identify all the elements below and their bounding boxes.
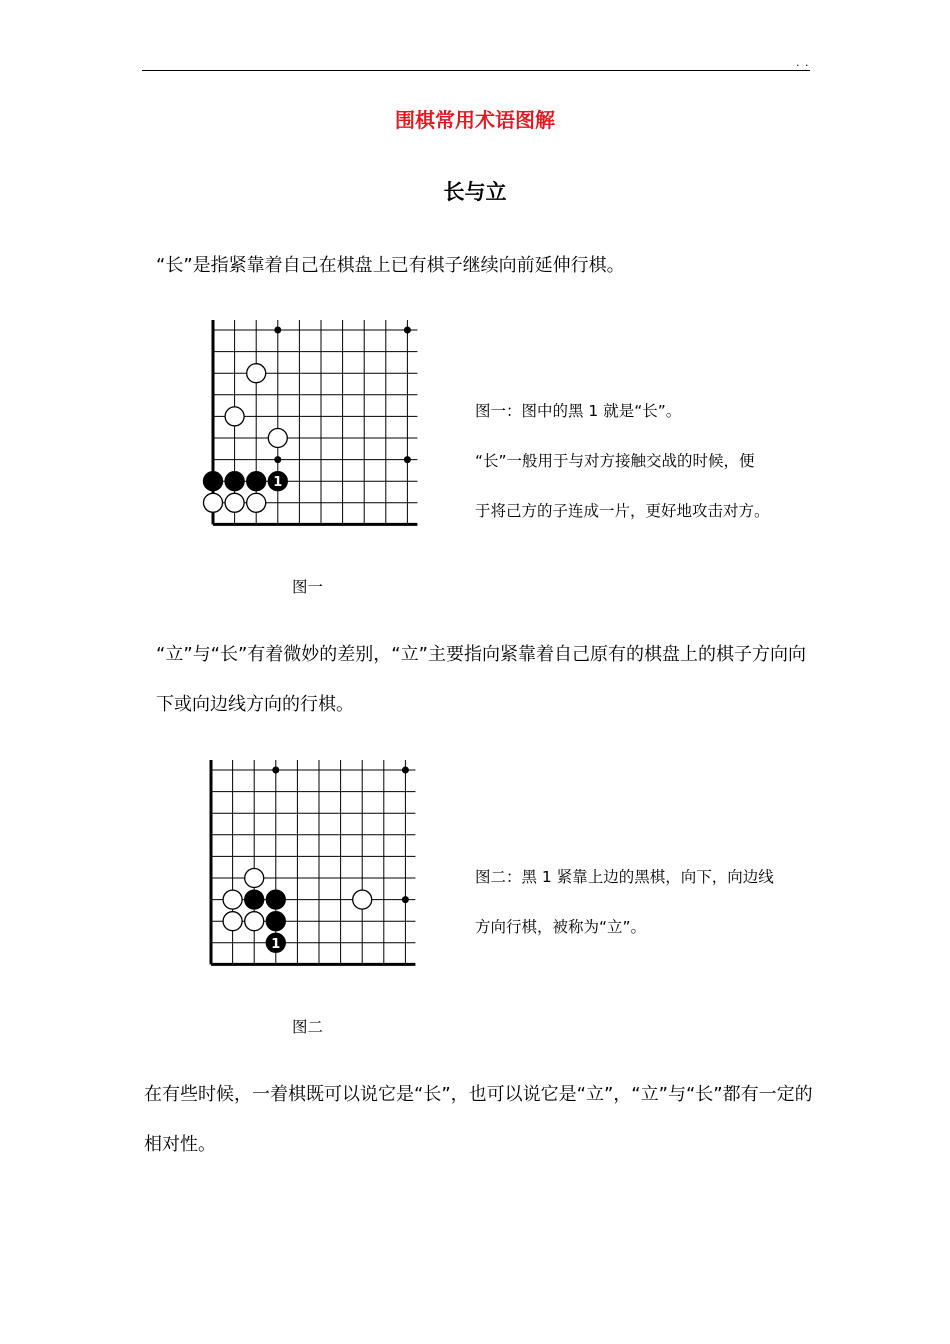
black-stone [245, 890, 264, 909]
move-number-label: 1 [273, 475, 283, 491]
header-dots: . . [796, 56, 810, 69]
figure-1-caption-line: “长”一般用于与对方接触交战的时候，便 [475, 452, 755, 470]
section-title: 长与立 [443, 180, 507, 204]
star-point [402, 767, 409, 774]
white-stone [353, 890, 372, 909]
white-stone [245, 869, 264, 888]
figure-1-label: 图一 [292, 578, 324, 596]
figure-2-label: 图二 [292, 1018, 324, 1036]
white-stone [223, 890, 242, 909]
document-title: 围棋常用术语图解 [395, 108, 555, 132]
star-point [272, 767, 279, 774]
figure-2-caption [475, 852, 820, 952]
figure-1-caption-line: 于将己方的子连成一片，更好地攻击对方。 [475, 502, 770, 520]
white-stone [223, 912, 242, 931]
black-stone [266, 912, 285, 931]
move-number-label: 1 [271, 936, 281, 952]
paragraph-relativity: 在有些时候，一着棋既可以说它是“长”，也可以说它是“立”，“立”与“长”都有一定的相对性。 [144, 1084, 813, 1155]
figure-2-caption-line: 方向行棋，被称为“立”。 [475, 918, 647, 936]
white-stone [245, 912, 264, 931]
figure-2-caption-line: 图二：黑 1 紧靠上边的黑棋，向下，向边线 [475, 868, 774, 886]
paragraph-chang-definition: “长”是指紧靠着自己在棋盘上已有棋子继续向前延伸行棋。 [156, 255, 625, 276]
star-point [402, 896, 409, 903]
black-stone [266, 890, 285, 909]
figure-1-caption-line: 图一：图中的黑 1 就是“长”。 [475, 402, 682, 420]
paragraph-li-definition: “立”与“长”有着微妙的差别，“立”主要指向紧靠着自己原有的棋盘上的棋子方向向下或向边线方向的行棋。 [156, 644, 806, 715]
